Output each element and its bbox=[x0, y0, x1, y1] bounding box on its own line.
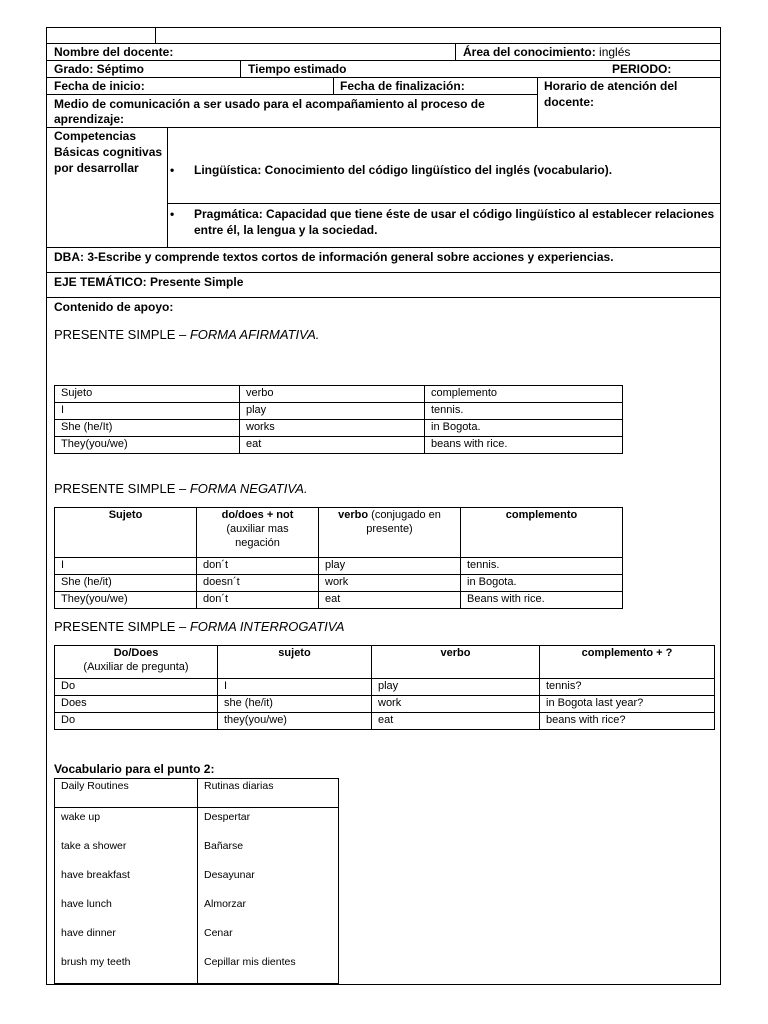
afirmativa-header-sujeto: Sujeto bbox=[55, 386, 240, 403]
medio-label-1: Medio de comunicación a ser usado para el acompañamiento al proceso de bbox=[54, 97, 485, 111]
table-cell: They(you/we) bbox=[55, 592, 197, 609]
table-cell: eat bbox=[372, 713, 540, 730]
table-cell: They(you/we) bbox=[55, 437, 240, 454]
eje-tematico: EJE TEMÁTICO: Presente Simple bbox=[54, 275, 244, 289]
competencias-label-1: Competencias bbox=[54, 129, 137, 143]
table-cell: Almorzar bbox=[198, 895, 339, 924]
table-cell: in Bogota. bbox=[461, 575, 623, 592]
table-row bbox=[55, 575, 623, 592]
negativa-header-verbo: verbo (conjugado en presente) bbox=[319, 508, 461, 558]
table-cell: doesn´t bbox=[197, 575, 319, 592]
table-cell: beans with rice. bbox=[425, 437, 623, 454]
table-cell: Bañarse bbox=[198, 837, 339, 866]
table-cell: Cenar bbox=[198, 924, 339, 953]
tiempo-label: Tiempo estimado bbox=[248, 62, 347, 76]
vocabulario-header-rutinas: Rutinas diarias bbox=[198, 779, 339, 808]
grado-label: Grado: Séptimo bbox=[54, 62, 145, 76]
area-label: Área del conocimiento: bbox=[463, 45, 596, 59]
table-row bbox=[55, 924, 339, 953]
table-cell: eat bbox=[319, 592, 461, 609]
vocabulario-title: Vocabulario para el punto 2: bbox=[54, 762, 215, 776]
negativa-header-sujeto: Sujeto bbox=[55, 508, 197, 558]
table-cell: she (he/it) bbox=[218, 696, 372, 713]
afirmativa-header-complemento: complemento bbox=[425, 386, 623, 403]
table-row bbox=[55, 953, 339, 984]
table-row bbox=[55, 403, 623, 420]
table-cell: Does bbox=[55, 696, 218, 713]
interrogativa-header-verbo: verbo bbox=[372, 646, 540, 679]
table-cell: brush my teeth bbox=[55, 953, 198, 984]
table-cell: play bbox=[372, 679, 540, 696]
table-cell: in Bogota. bbox=[425, 420, 623, 437]
table-cell: have dinner bbox=[55, 924, 198, 953]
competencia-pragmatica-2: entre él, la lengua y la sociedad. bbox=[194, 223, 378, 237]
table-cell: in Bogota last year? bbox=[540, 696, 715, 713]
table-cell: work bbox=[319, 575, 461, 592]
horario-label-2: docente: bbox=[544, 95, 595, 109]
table-cell: Desayunar bbox=[198, 866, 339, 895]
vocabulario-table bbox=[54, 778, 339, 984]
table-row bbox=[55, 895, 339, 924]
table-row bbox=[55, 808, 339, 837]
table-cell: She (he/It) bbox=[55, 420, 240, 437]
interrogativa-header-auxiliar: Do/Does (Auxiliar de pregunta) bbox=[55, 646, 218, 679]
inicio-label: Fecha de inicio: bbox=[54, 79, 145, 93]
table-cell: don´t bbox=[197, 592, 319, 609]
table-cell: play bbox=[240, 403, 425, 420]
table-cell: work bbox=[372, 696, 540, 713]
competencias-label-2: Básicas cognitivas bbox=[54, 145, 163, 159]
dba-text: DBA: 3-Escribe y comprende textos cortos de información general sobre acciones y experiencias. bbox=[54, 250, 614, 264]
interrogativa-title: PRESENTE SIMPLE – FORMA INTERROGATIVA bbox=[54, 619, 345, 634]
table-row bbox=[55, 837, 339, 866]
table-cell: She (he/it) bbox=[55, 575, 197, 592]
table-cell: they(you/we) bbox=[218, 713, 372, 730]
table-cell: play bbox=[319, 558, 461, 575]
horario-label-1: Horario de atención del bbox=[544, 79, 678, 93]
table-cell: tennis? bbox=[540, 679, 715, 696]
docente-label: Nombre del docente: bbox=[54, 45, 174, 59]
table-cell: tennis. bbox=[425, 403, 623, 420]
table-row bbox=[55, 558, 623, 575]
table-cell: Despertar bbox=[198, 808, 339, 837]
table-cell: beans with rice? bbox=[540, 713, 715, 730]
table-cell: Do bbox=[55, 713, 218, 730]
competencia-pragmatica-1: Pragmática: Capacidad que tiene éste de usar el código lingüístico al establecer relaciones bbox=[194, 207, 715, 221]
table-cell: tennis. bbox=[461, 558, 623, 575]
afirmativa-table bbox=[54, 385, 623, 454]
fin-label: Fecha de finalización: bbox=[340, 79, 465, 93]
table-row bbox=[55, 420, 623, 437]
negativa-title: PRESENTE SIMPLE – FORMA NEGATIVA. bbox=[54, 481, 308, 496]
table-cell: take a shower bbox=[55, 837, 198, 866]
competencia-linguistica: Lingüística: Conocimiento del código lingüístico del inglés (vocabulario). bbox=[194, 163, 613, 177]
negativa-table bbox=[54, 507, 623, 609]
periodo-label: PERIODO: bbox=[612, 62, 672, 76]
table-row bbox=[55, 592, 623, 609]
table-cell: I bbox=[218, 679, 372, 696]
table-cell: works bbox=[240, 420, 425, 437]
table-row bbox=[55, 679, 715, 696]
table-cell: I bbox=[55, 403, 240, 420]
table-row bbox=[55, 696, 715, 713]
table-cell: eat bbox=[240, 437, 425, 454]
interrogativa-header-complemento: complemento + ? bbox=[540, 646, 715, 679]
negativa-header-auxiliar: do/does + not (auxiliar mas negación bbox=[197, 508, 319, 558]
afirmativa-header-verbo: verbo bbox=[240, 386, 425, 403]
table-cell: don´t bbox=[197, 558, 319, 575]
table-cell: I bbox=[55, 558, 197, 575]
table-cell: have lunch bbox=[55, 895, 198, 924]
competencias-label-3: por desarrollar bbox=[54, 161, 139, 175]
table-cell: have breakfast bbox=[55, 866, 198, 895]
table-cell: Cepillar mis dientes bbox=[198, 953, 339, 984]
medio-label-2: aprendizaje: bbox=[54, 112, 125, 126]
table-row bbox=[55, 437, 623, 454]
table-cell: wake up bbox=[55, 808, 198, 837]
bullet-icon: • bbox=[170, 163, 175, 177]
bullet-icon: • bbox=[170, 207, 175, 221]
vocabulario-header-daily: Daily Routines bbox=[55, 779, 198, 808]
table-row bbox=[55, 713, 715, 730]
table-cell: Beans with rice. bbox=[461, 592, 623, 609]
negativa-header-complemento: complemento bbox=[461, 508, 623, 558]
interrogativa-table bbox=[54, 645, 715, 730]
table-row bbox=[55, 866, 339, 895]
afirmativa-title: PRESENTE SIMPLE – FORMA AFIRMATIVA. bbox=[54, 327, 320, 342]
interrogativa-header-sujeto: sujeto bbox=[218, 646, 372, 679]
table-cell: Do bbox=[55, 679, 218, 696]
area-field bbox=[463, 44, 630, 60]
contenido-label: Contenido de apoyo: bbox=[54, 300, 174, 314]
area-value: inglés bbox=[599, 45, 631, 59]
